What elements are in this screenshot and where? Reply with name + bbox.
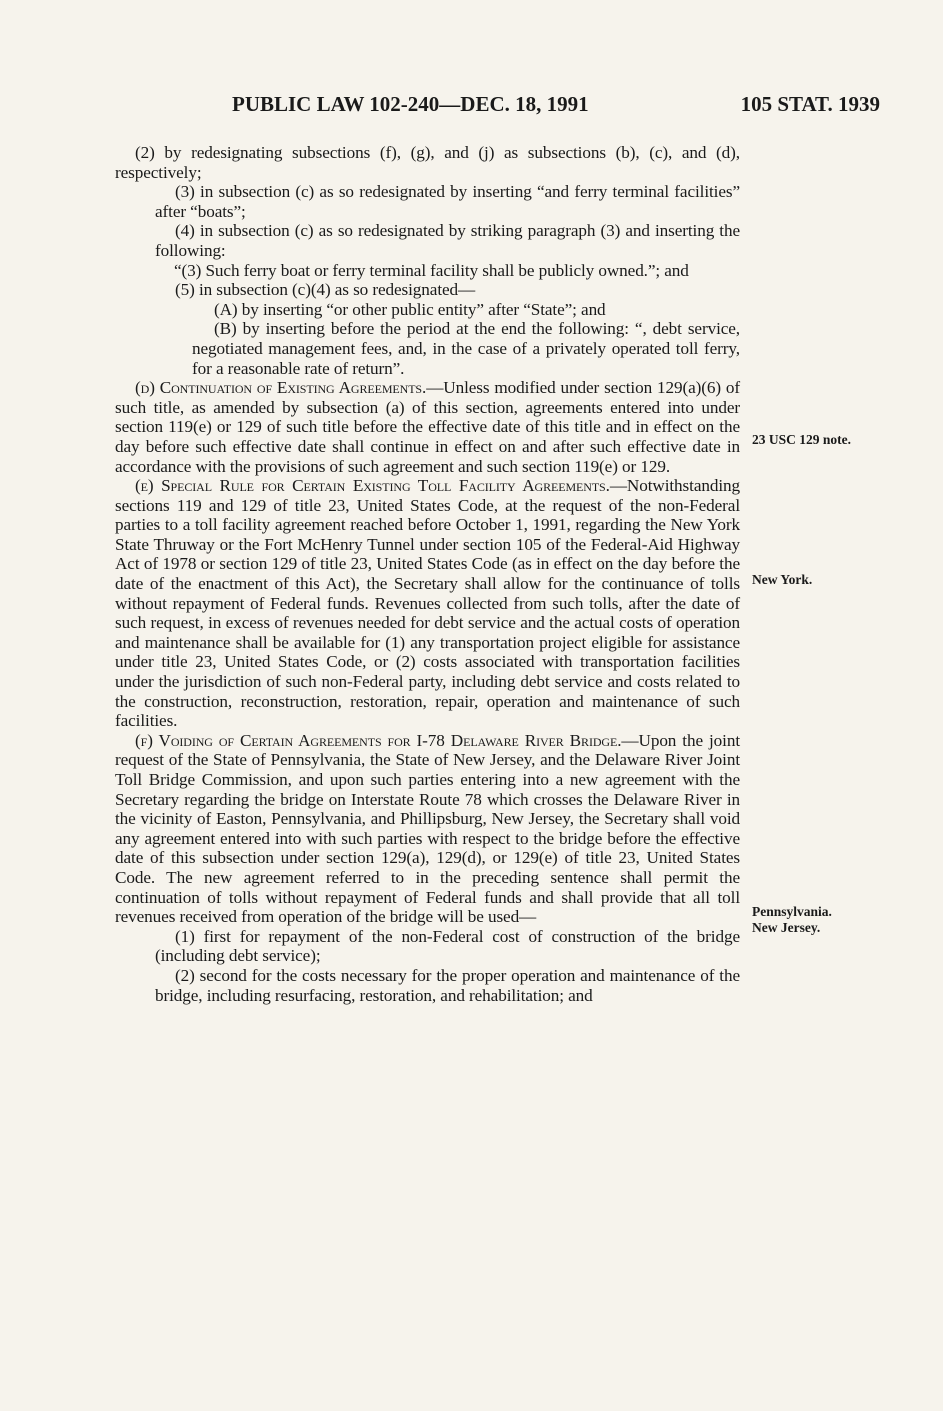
subsection-e-text: —Notwithstanding sections 119 and 129 of title 23, United States Code, at the request of the non-Federal parties to a toll facility agreement reached before October 1, 1991, regarding the New York State Thruway or the Fort McHenry Tunnel under section 105 of the Federal-Aid Highway Act of 1978 or section 129 of title 23, United States Code (as in effect on the day before the date of the enactment of this Act), the Secretary shall allow for the continuance of tolls without repayment of Federal funds. Revenues collected from such tolls, after the date of such request, in excess of revenues needed for debt service and the actual costs of operation and maintenance shall be available for (1) any transportation project eligible for assistance under title 23, United States Code, or (2) costs associated with transportation facilities under the jurisdiction of such non-Federal party, including debt service and costs related to the construction, reconstruction, restoration, repair, operation and maintenance of such facilities. (115, 476, 740, 731)
subparagraph-b (115, 319, 740, 378)
paragraph-f1-text: (1) first for repayment of the non-Federal cost of construction of the bridge (including debt service); (155, 926, 740, 966)
margin-note-new-york (752, 572, 922, 588)
page-header (120, 92, 880, 122)
paragraph-f2-text: (2) second for the costs necessary for the proper operation and maintenance of the bridge, including resurfacing, restoration, and rehabilitation; and (155, 965, 740, 1005)
paragraph-2-text: (2) by redesignating subsections (f), (g), and (j) as subsections (b), (c), and (d), respectively; (115, 143, 740, 182)
document-body (115, 143, 740, 1005)
subsection-f-text: —Upon the joint request of the State of Pennsylvania, the State of New Jersey, and the Delaware River Joint Toll Bridge Commission, and upon such parties entering into a new agreement with the Secretary regarding the bridge on Interstate Route 78 which crosses the Delaware River in the vicinity of Easton, Pennsylvania, and Phillipsburg, New Jersey, the Secretary shall void any agreement entered into with such parties with respect to the bridge before the effective date of this subsection under section 129(a), 129(d), or 129(e) of title 23, United States Code. The new agreement referred to in the preceding sentence shall permit the continuation of tolls without repayment of Federal funds and shall provide that all toll revenues received from operation of the bridge will be used— (115, 730, 740, 927)
paragraph-2 (77, 143, 740, 182)
quoted-paragraph-3 (115, 261, 740, 281)
subsection-d-heading: (d) Continuation of Existing Agreements. (135, 378, 427, 398)
margin-note-usc-text: 23 USC 129 note. (752, 432, 852, 447)
margin-note-states (752, 904, 922, 936)
paragraph-5-text: (5) in subsection (c)(4) as so redesignated— (175, 280, 476, 300)
quoted-paragraph-3-text: “(3) Such ferry boat or ferry terminal facility shall be publicly owned.”; and (174, 260, 689, 280)
subsection-e (115, 476, 740, 731)
statute-page-number: 105 STAT. 1939 (740, 92, 880, 116)
paragraph-4 (115, 221, 740, 260)
paragraph-3 (115, 182, 740, 221)
paragraph-f2 (115, 966, 740, 1005)
paragraph-4-text: (4) in subsection (c) as so redesignated by striking paragraph (3) and inserting the following: (155, 221, 740, 260)
margin-note-usc (752, 432, 922, 448)
paragraph-5 (115, 280, 740, 300)
subparagraph-a-text: (A) by inserting “or other public entity” after “State”; and (214, 299, 606, 319)
subsection-d (115, 378, 740, 476)
subparagraph-a (115, 300, 740, 320)
margin-note-new-york-text: New York. (752, 572, 813, 587)
subsection-d-text: —Unless modified under section 129(a)(6) of such title, as amended by subsection (a) of this section, agreements entered into under section 119(e) or 129 of such title before the effective date of this title and in effect on the day before such effective date shall continue in effect on and after such effective date in accordance with the provisions of such agreement and such section 119(e) or 129. (115, 378, 741, 476)
paragraph-3-text: (3) in subsection (c) as so redesignated by inserting “and ferry terminal facilities” after “boats”; (155, 182, 740, 221)
subparagraph-b-text: (B) by inserting before the period at the end the following: “, debt service, negotiated management fees, and, in the case of a privately operated toll ferry, for a reasonable rate of return”. (192, 319, 740, 378)
margin-note-pennsylvania: Pennsylvania. (752, 904, 832, 919)
margin-note-new-jersey: New Jersey. (752, 920, 821, 935)
subsection-f-heading: (f) Voiding of Certain Agreements for I-78 Delaware River Bridge. (135, 730, 622, 750)
law-title: PUBLIC LAW 102-240—DEC. 18, 1991 (232, 92, 589, 116)
subsection-f (115, 731, 740, 927)
paragraph-f1 (115, 927, 740, 966)
subsection-e-heading: (e) Special Rule for Certain Existing Toll Facility Agreements. (135, 476, 610, 496)
